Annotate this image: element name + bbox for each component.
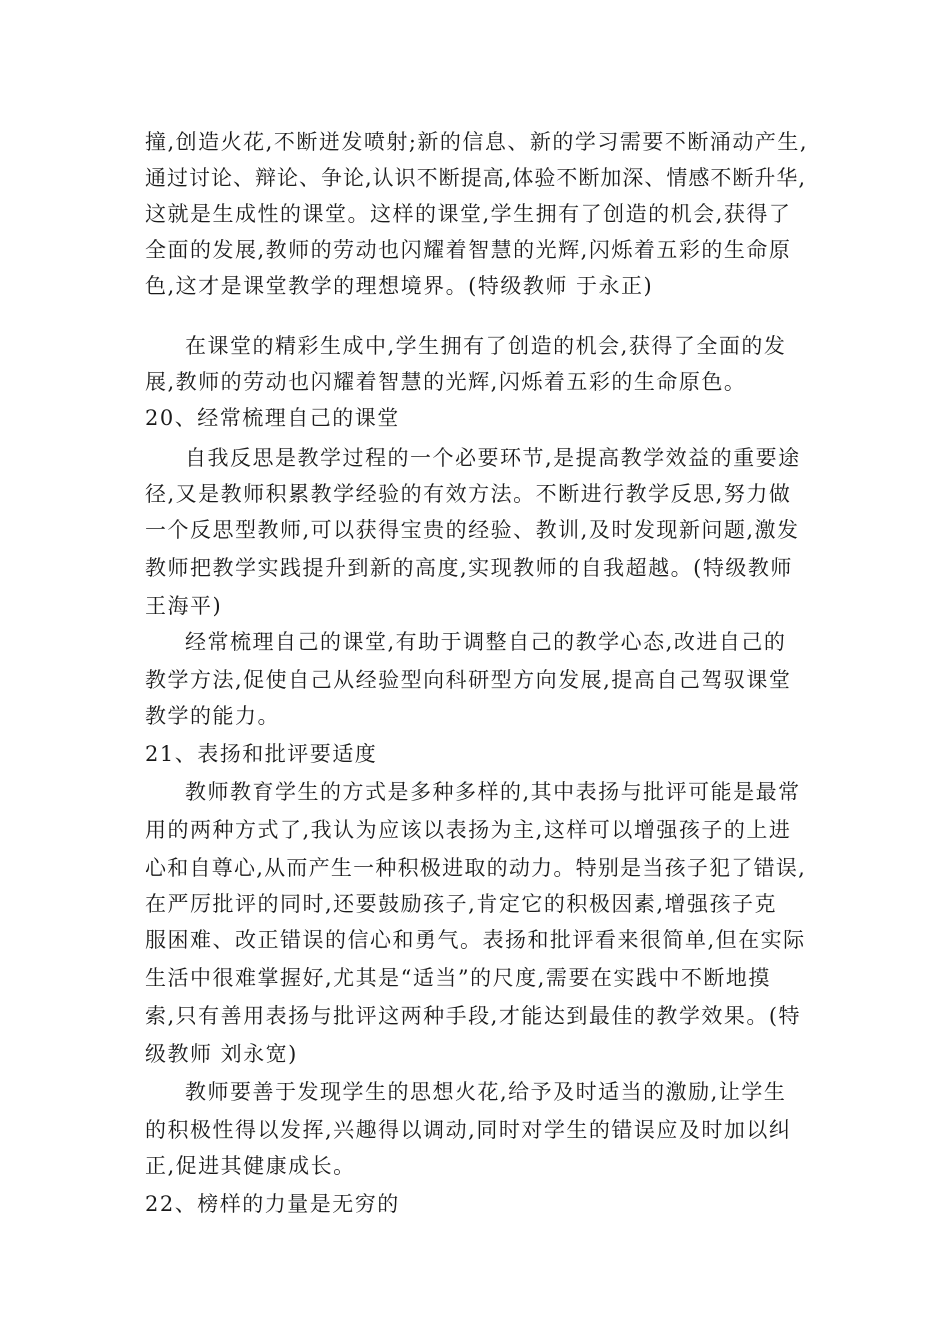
text-line: 径,又是教师积累教学经验的有效方法。不断进行教学反思,努力做 <box>145 482 792 506</box>
text-line: 在课堂的精彩生成中,学生拥有了创造的机会,获得了全面的发 <box>185 334 787 358</box>
text-line: 教学方法,促使自己从经验型向科研型方向发展,提高自己驾驭课堂 <box>145 668 792 692</box>
section-heading: 21、表扬和批评要适度 <box>145 742 378 766</box>
text-line: 正,促进其健康成长。 <box>145 1154 356 1178</box>
text-line: 通过讨论、辩论、争论,认识不断提高,体验不断加深、情感不断升华, <box>145 166 807 190</box>
text-line: 的积极性得以发挥,兴趣得以调动,同时对学生的错误应及时加以纠 <box>145 1118 792 1142</box>
text-line: 教师教育学生的方式是多种多样的,其中表扬与批评可能是最常 <box>185 780 801 804</box>
text-line: 在严厉批评的同时,还要鼓励孩子,肯定它的积极因素,增强孩子克 <box>145 892 778 916</box>
text-line: 教师要善于发现学生的思想火花,给予及时适当的激励,让学生 <box>185 1080 787 1104</box>
text-line: 色,这才是课堂教学的理想境界。(特级教师 于永正) <box>145 274 654 298</box>
text-line: 心和自尊心,从而产生一种积极进取的动力。特别是当孩子犯了错误, <box>145 856 807 880</box>
text-line: 全面的发展,教师的劳动也闪耀着智慧的光辉,闪烁着五彩的生命原 <box>145 238 792 262</box>
text-line: 这就是生成性的课堂。这样的课堂,学生拥有了创造的机会,获得了 <box>145 202 792 226</box>
text-line: 自我反思是教学过程的一个必要环节,是提高教学效益的重要途 <box>185 446 801 470</box>
text-line: 索,只有善用表扬与批评这两种手段,才能达到最佳的教学效果。(特 <box>145 1004 802 1028</box>
text-line: 一个反思型教师,可以获得宝贵的经验、教训,及时发现新问题,激发 <box>145 518 800 542</box>
text-line: 服困难、改正错误的信心和勇气。表扬和批评看来很简单,但在实际 <box>145 928 806 952</box>
text-line: 教学的能力。 <box>145 704 280 728</box>
section-heading: 20、经常梳理自己的课堂 <box>145 406 400 430</box>
text-line: 级教师 刘永宽) <box>145 1042 298 1066</box>
text-line: 王海平) <box>145 594 223 618</box>
text-line: 生活中很难掌握好,尤其是“适当”的尺度,需要在实践中不断地摸 <box>145 966 771 990</box>
text-line: 教师把教学实践提升到新的高度,实现教师的自我超越。(特级教师 <box>145 556 793 580</box>
text-line: 展,教师的劳动也闪耀着智慧的光辉,闪烁着五彩的生命原色。 <box>145 370 747 394</box>
text-line: 经常梳理自己的课堂,有助于调整自己的教学心态,改进自己的 <box>185 630 787 654</box>
section-heading: 22、榜样的力量是无穷的 <box>145 1192 400 1216</box>
text-line: 撞,创造火花,不断迸发喷射;新的信息、新的学习需要不断涌动产生, <box>145 130 809 154</box>
text-line: 用的两种方式了,我认为应该以表扬为主,这样可以增强孩子的上进 <box>145 818 792 842</box>
